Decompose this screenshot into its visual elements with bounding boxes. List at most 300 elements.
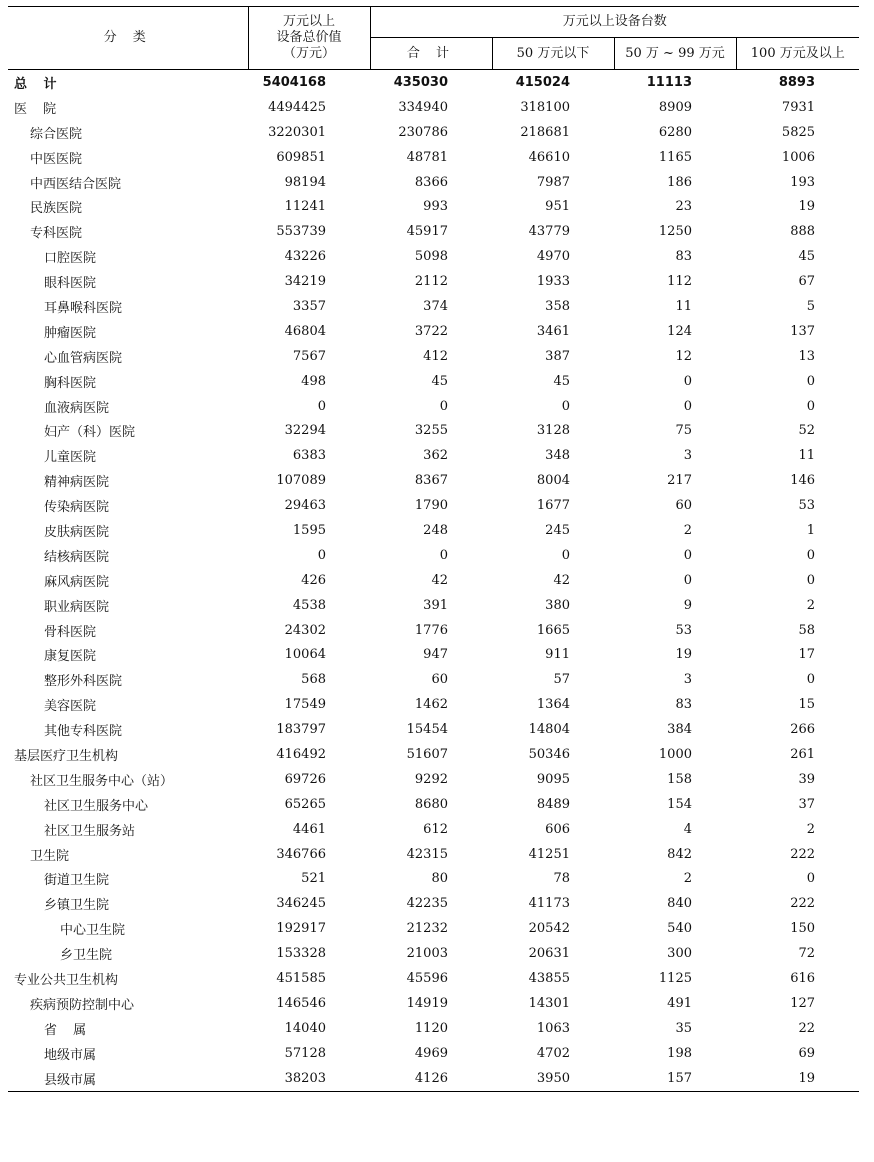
row-value: 0	[683, 572, 692, 588]
row-value: 19	[675, 647, 692, 663]
row-value: 842	[667, 846, 692, 862]
row-value: 0	[683, 398, 692, 414]
row-label: 整形外科医院	[44, 674, 123, 690]
row-value: 8489	[536, 796, 570, 812]
row-label: 医 院	[14, 101, 63, 117]
row-value: 43855	[528, 971, 570, 986]
row-label: 中心卫生院	[60, 923, 126, 939]
row-value: 29463	[284, 498, 326, 514]
row-value: 41173	[528, 896, 570, 912]
row-value: 266	[790, 722, 816, 738]
table-row	[8, 941, 859, 966]
row-value: 11241	[284, 199, 326, 215]
row-value: 334940	[398, 99, 448, 115]
row-value: 1776	[414, 622, 448, 638]
row-label: 肿瘤医院	[44, 325, 97, 341]
row-value: 1006	[781, 149, 816, 165]
row-value: 3	[683, 448, 692, 464]
row-value: 14040	[284, 1020, 326, 1036]
row-value: 72	[798, 946, 816, 962]
row-label: 专科医院	[30, 226, 83, 242]
row-value: 616	[790, 971, 816, 986]
row-label: 皮肤病医院	[44, 524, 110, 540]
row-value: 3	[683, 672, 692, 688]
row-value: 192917	[276, 921, 326, 937]
row-value: 39	[798, 771, 816, 787]
row-value: 83	[675, 697, 692, 713]
row-value: 993	[423, 199, 448, 215]
row-value: 45	[431, 373, 448, 389]
row-value: 0	[806, 373, 816, 389]
table-row	[8, 991, 859, 1016]
row-value: 83	[675, 249, 692, 265]
row-value: 157	[614, 1066, 736, 1091]
row-value: 426	[301, 572, 326, 588]
row-value: 3461	[536, 323, 570, 339]
row-label: 地级市属	[44, 1047, 97, 1063]
row-value: 346766	[276, 846, 326, 862]
row-value: 951	[545, 199, 570, 215]
row-value: 0	[806, 672, 816, 688]
row-value: 75	[675, 423, 692, 439]
row-value: 10064	[284, 647, 326, 663]
row-value: 1364	[536, 697, 570, 713]
row-value: 45917	[406, 224, 448, 240]
row-value: 0	[683, 547, 692, 563]
table-row	[8, 145, 859, 170]
row-label: 结核病医院	[44, 549, 110, 565]
row-label: 口腔医院	[44, 251, 97, 267]
row-value: 193	[790, 174, 816, 190]
row-value: 5404168	[262, 74, 326, 90]
row-value: 0	[806, 547, 816, 563]
row-value: 53	[798, 498, 816, 514]
row-value: 380	[545, 597, 570, 613]
row-value: 947	[423, 647, 448, 663]
row-value: 38203	[248, 1066, 370, 1091]
row-value: 69	[798, 1045, 816, 1061]
row-value: 11	[675, 298, 692, 314]
table-row	[8, 618, 859, 643]
header-total-value-line3: （万元）	[282, 46, 335, 61]
row-value: 1595	[292, 522, 326, 538]
table-row	[8, 817, 859, 842]
row-value: 43226	[284, 249, 326, 265]
table-row	[8, 294, 859, 319]
row-value: 14919	[406, 995, 448, 1011]
row-value: 1	[806, 522, 816, 538]
table-row	[8, 842, 859, 867]
row-value: 20542	[528, 921, 570, 937]
row-value: 57	[553, 672, 570, 688]
row-label: 总 计	[14, 76, 63, 92]
row-value: 19	[798, 199, 816, 215]
table-row	[8, 70, 859, 95]
row-value: 11	[798, 448, 816, 464]
row-label: 基层医疗卫生机构	[14, 748, 119, 764]
row-value: 4126	[370, 1066, 492, 1091]
row-value: 1063	[536, 1020, 570, 1036]
row-value: 17	[798, 647, 816, 663]
row-value: 0	[806, 572, 816, 588]
row-value: 42	[553, 572, 570, 588]
row-value: 8367	[414, 473, 448, 489]
row-value: 0	[561, 398, 570, 414]
row-value: 245	[545, 522, 570, 538]
row-value: 553739	[276, 224, 326, 240]
table-row	[8, 642, 859, 667]
row-value: 391	[423, 597, 448, 613]
row-label: 民族医院	[30, 201, 83, 217]
row-value: 15454	[406, 722, 448, 738]
table-row	[8, 792, 859, 817]
row-label: 职业病医院	[44, 599, 110, 615]
row-value: 9095	[536, 771, 570, 787]
table-row	[8, 369, 859, 394]
row-value: 183797	[276, 722, 326, 738]
row-value: 0	[439, 398, 448, 414]
row-value: 13	[798, 348, 816, 364]
row-label: 中西医结合医院	[30, 176, 122, 192]
row-value: 568	[301, 672, 326, 688]
table-row	[8, 692, 859, 717]
row-value: 22	[798, 1020, 816, 1036]
row-value: 14301	[528, 995, 570, 1011]
row-value: 69726	[284, 771, 326, 787]
row-label: 街道卫生院	[44, 873, 110, 889]
table-row	[8, 344, 859, 369]
header-category: 分 类	[8, 7, 248, 70]
row-value: 80	[431, 871, 448, 887]
row-value: 8004	[536, 473, 570, 489]
row-label: 乡卫生院	[60, 948, 113, 964]
row-value: 1250	[658, 224, 692, 240]
table-row	[8, 120, 859, 145]
table-row	[8, 543, 859, 568]
row-label: 儿童医院	[44, 450, 97, 466]
table-row	[8, 493, 859, 518]
row-value: 46804	[284, 323, 326, 339]
header-col-below50: 50 万元以下	[492, 38, 614, 70]
row-value: 318100	[520, 99, 570, 115]
row-value: 8366	[414, 174, 448, 190]
row-label: 美容医院	[44, 699, 97, 715]
row-value: 348	[545, 448, 570, 464]
table-row	[8, 742, 859, 767]
row-value: 12	[675, 348, 692, 364]
header-total-value-line2: 设备总价值	[276, 30, 342, 45]
row-label: 专业公共卫生机构	[14, 973, 119, 988]
row-value: 7567	[292, 348, 326, 364]
row-label: 乡镇卫生院	[44, 898, 110, 914]
row-value: 1462	[414, 697, 448, 713]
row-value: 0	[683, 373, 692, 389]
table-row	[8, 966, 859, 991]
row-value: 4494425	[268, 99, 326, 115]
table-row	[8, 219, 859, 244]
row-value: 540	[667, 921, 692, 937]
table-row	[8, 468, 859, 493]
row-value: 0	[317, 547, 326, 563]
row-value: 51607	[406, 746, 448, 762]
row-label: 综合医院	[30, 126, 83, 142]
row-value: 4538	[292, 597, 326, 613]
table-row	[8, 593, 859, 618]
table-row	[8, 394, 859, 419]
row-value: 23	[675, 199, 692, 215]
row-value: 1000	[658, 746, 692, 762]
row-value: 11113	[646, 74, 692, 90]
row-value: 358	[545, 298, 570, 314]
row-value: 19	[736, 1066, 859, 1091]
row-value: 362	[423, 448, 448, 464]
row-value: 248	[423, 522, 448, 538]
row-value: 67	[798, 274, 816, 290]
row-value: 0	[806, 398, 816, 414]
row-value: 5	[806, 298, 816, 314]
row-value: 154	[667, 796, 692, 812]
row-value: 5098	[414, 249, 448, 265]
row-value: 1790	[414, 498, 448, 514]
row-value: 42235	[406, 896, 448, 912]
table-row	[8, 418, 859, 443]
row-value: 0	[806, 871, 816, 887]
row-value: 218681	[520, 124, 570, 140]
row-value: 20631	[528, 946, 570, 962]
row-label: 骨科医院	[44, 624, 97, 640]
row-label: 麻风病医院	[44, 574, 110, 590]
row-label: 心血管病医院	[44, 350, 123, 366]
row-value: 50346	[528, 746, 570, 762]
row-value: 346245	[276, 896, 326, 912]
table-row	[8, 568, 859, 593]
table-row	[8, 244, 859, 269]
row-value: 384	[667, 722, 692, 738]
row-value: 6383	[292, 448, 326, 464]
table-row	[8, 891, 859, 916]
row-value: 4461	[292, 821, 326, 837]
row-value: 153328	[276, 946, 326, 962]
row-value: 387	[545, 348, 570, 364]
row-value: 2112	[414, 274, 448, 290]
row-value: 230786	[398, 124, 448, 140]
row-value: 3357	[292, 298, 326, 314]
row-value: 1933	[536, 274, 570, 290]
row-value: 1677	[536, 498, 570, 514]
row-value: 53	[675, 622, 692, 638]
row-value: 186	[667, 174, 692, 190]
row-value: 7931	[781, 99, 816, 115]
row-label: 妇产（科）医院	[44, 425, 136, 441]
row-value: 261	[790, 746, 816, 762]
row-label: 胸科医院	[44, 375, 97, 391]
row-value: 4970	[536, 249, 570, 265]
row-value: 1665	[536, 622, 570, 638]
header-col-50-99: 50 万 ~ 99 万元	[614, 38, 736, 70]
header-total-value	[248, 7, 370, 70]
row-value: 0	[439, 547, 448, 563]
row-value: 35	[675, 1020, 692, 1036]
row-value: 45	[798, 249, 816, 265]
row-value: 222	[790, 896, 816, 912]
row-label: 耳鼻喉科医院	[44, 300, 123, 316]
row-value: 21003	[406, 946, 448, 962]
row-value: 14804	[528, 722, 570, 738]
row-value: 198	[667, 1045, 692, 1061]
row-value: 45596	[406, 971, 448, 986]
row-value: 32294	[284, 423, 326, 439]
row-value: 888	[790, 224, 816, 240]
table-body	[8, 70, 859, 1092]
table-row	[8, 194, 859, 219]
table-header	[8, 7, 859, 70]
row-label: 传染病医院	[44, 500, 110, 516]
row-value: 58	[798, 622, 816, 638]
row-value: 840	[667, 896, 692, 912]
row-value: 3722	[414, 323, 448, 339]
row-label: 眼科医院	[44, 276, 97, 292]
equipment-statistics-table	[8, 6, 859, 1092]
row-value: 9292	[414, 771, 448, 787]
row-value: 8893	[778, 74, 816, 90]
row-value: 2	[683, 871, 692, 887]
row-value: 15	[798, 697, 816, 713]
row-value: 48781	[406, 149, 448, 165]
row-label: 社区卫生服务站	[44, 823, 136, 839]
row-value: 146	[790, 473, 816, 489]
table-row	[8, 667, 859, 692]
row-value: 52	[798, 423, 816, 439]
header-total-value-line1: 万元以上	[282, 14, 335, 29]
row-value: 21232	[406, 921, 448, 937]
row-value: 3950	[492, 1066, 614, 1091]
table-row	[8, 319, 859, 344]
table-row	[8, 1041, 859, 1066]
row-value: 606	[545, 821, 570, 837]
row-label: 中医医院	[30, 151, 83, 167]
row-value: 1165	[658, 149, 692, 165]
row-value: 0	[317, 398, 326, 414]
table-row	[8, 269, 859, 294]
row-label: 社区卫生服务中心（站）	[30, 773, 174, 789]
row-label: 精神病医院	[44, 475, 110, 491]
row-value: 612	[423, 821, 448, 837]
row-value: 6280	[658, 124, 692, 140]
row-value: 911	[545, 647, 570, 663]
row-value: 4702	[536, 1045, 570, 1061]
row-value: 416492	[276, 746, 326, 762]
row-value: 8680	[414, 796, 448, 812]
row-value: 4	[683, 821, 692, 837]
row-value: 146546	[276, 995, 326, 1011]
table-row	[8, 867, 859, 892]
row-value: 3255	[414, 423, 448, 439]
statistics-table-page	[8, 6, 859, 1092]
header-col-sum: 合 计	[370, 38, 492, 70]
table-row	[8, 170, 859, 195]
table-row	[8, 767, 859, 792]
row-value: 158	[667, 771, 692, 787]
row-value: 42315	[406, 846, 448, 862]
row-value: 609851	[276, 149, 326, 165]
row-value: 107089	[276, 473, 326, 489]
row-value: 3128	[536, 423, 570, 439]
row-value: 5825	[781, 124, 816, 140]
row-value: 65265	[284, 796, 326, 812]
row-value: 37	[798, 796, 816, 812]
header-units-group: 万元以上设备台数	[370, 7, 859, 38]
table-row	[8, 916, 859, 941]
row-value: 42	[431, 572, 448, 588]
row-value: 0	[561, 547, 570, 563]
row-value: 45	[553, 373, 570, 389]
row-label: 康复医院	[44, 649, 97, 665]
row-value: 1120	[414, 1020, 448, 1036]
row-value: 1125	[658, 971, 692, 986]
row-label: 血液病医院	[44, 400, 110, 416]
row-value: 137	[790, 323, 816, 339]
row-value: 222	[790, 846, 816, 862]
row-label: 省 属	[44, 1022, 93, 1038]
row-value: 3220301	[268, 124, 326, 140]
row-value: 17549	[284, 697, 326, 713]
row-value: 217	[667, 473, 692, 489]
row-label: 县级市属	[8, 1066, 248, 1091]
row-value: 60	[675, 498, 692, 514]
row-value: 412	[423, 348, 448, 364]
row-value: 435030	[393, 74, 448, 90]
row-value: 60	[431, 672, 448, 688]
row-value: 34219	[284, 274, 326, 290]
row-value: 43779	[528, 224, 570, 240]
row-value: 127	[790, 995, 816, 1011]
table-row	[8, 95, 859, 120]
row-value: 46610	[528, 149, 570, 165]
table-row	[8, 518, 859, 543]
row-value: 112	[667, 274, 692, 290]
row-value: 521	[301, 871, 326, 887]
row-value: 124	[667, 323, 692, 339]
row-value: 498	[301, 373, 326, 389]
row-value: 9	[683, 597, 692, 613]
row-value: 98194	[284, 174, 326, 190]
row-value: 57128	[284, 1045, 326, 1061]
row-value: 415024	[515, 74, 570, 90]
row-value: 8909	[658, 99, 692, 115]
row-value: 4969	[414, 1045, 448, 1061]
row-value: 2	[806, 821, 816, 837]
row-value: 2	[806, 597, 816, 613]
row-value: 7987	[536, 174, 570, 190]
header-col-100plus: 100 万元及以上	[736, 38, 859, 70]
table-row	[8, 443, 859, 468]
row-value: 2	[683, 522, 692, 538]
row-label: 疾病预防控制中心	[30, 997, 135, 1013]
row-label: 其他专科医院	[44, 724, 123, 740]
row-label: 卫生院	[30, 848, 70, 864]
table-row	[8, 1066, 859, 1091]
row-value: 24302	[284, 622, 326, 638]
row-value: 300	[667, 946, 692, 962]
row-value: 491	[667, 995, 692, 1011]
row-label: 社区卫生服务中心	[44, 798, 149, 814]
table-row	[8, 1016, 859, 1041]
row-value: 374	[423, 298, 448, 314]
row-value: 78	[553, 871, 570, 887]
row-value: 41251	[528, 846, 570, 862]
row-value: 150	[790, 921, 816, 937]
row-value: 451585	[276, 971, 326, 986]
